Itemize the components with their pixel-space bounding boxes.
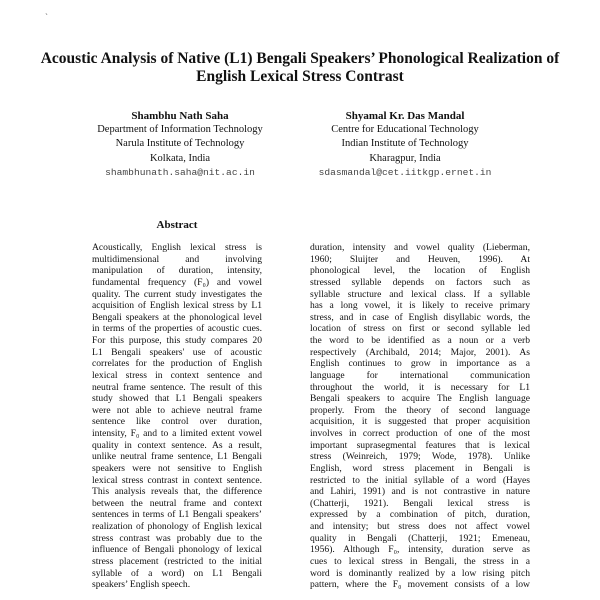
text-line: respectively (Archibald, 2014; Major, 2001). As [310,346,530,358]
text-line: manipulation of duration, intensity, [92,265,262,277]
text-line: stress placement (restricted to the initial [92,555,262,567]
text-line: speakers were not sensitive to English [92,462,262,474]
author-location: Kharagpur, India [369,152,441,164]
text-line: realization of phonology of English lexical [92,521,262,532]
text-line: important suprasegmental features that is lexical [310,439,530,451]
text-line: lexical stress in context sentence and [92,369,262,381]
text-line: and intensity; but stress does not affect vowel [310,521,530,532]
text-line: 1960; Sluijter and Heuven, 1996). At [310,253,530,265]
text-line: duration, intensity and vowel quality (Lieberman, [310,242,530,253]
text-line: lexical stress contrast in context sentence. [92,474,262,486]
text-line: has a long vowel, it is likely to receive primary [310,300,530,312]
text-line: quality in context sentence. As a result, [92,439,262,451]
text-line: This analysis reveals that, the difference [92,486,262,498]
text-line: pattern, where the F₀ movement consists of a low [310,579,530,591]
text-line: acquisition, it is suggested that proper acquisition [310,416,530,428]
author-institute: Indian Institute of Technology [341,138,469,150]
author-block-1 [50,109,310,180]
text-line: For this purpose, this study compares 20 [92,335,262,346]
text-line: stress, and in case of English disyllabic words, the [310,311,530,323]
text-line: influence of Bengali phonology of lexical [92,544,262,556]
author-name: Shambhu Nath Saha [131,110,229,122]
text-line: unlike neutral frame sentence, L1 Bengali [92,451,262,463]
author-department: Centre for Educational Technology [331,124,479,136]
text-line: syllable structure and lexical class. If a syllable [310,288,530,300]
author-institute: Narula Institute of Technology [115,138,245,150]
author-email: sdasmandal@cet.iitkgp.ernet.in [318,166,492,178]
author-department: Department of Information Technology [97,124,263,136]
text-line: properly. From the theory of second language [310,404,530,416]
text-line: stress (Weinreich, 1979; Wode, 1978). Unlike [310,451,530,463]
text-line: language for international communication [310,369,530,381]
author-email: shambhunath.saha@nit.ac.in [105,166,255,178]
author-name: Shyamal Kr. Das Mandal [345,110,465,122]
author-block-2 [275,109,535,180]
stray-mark: ` [45,12,48,22]
abstract-text [92,242,262,591]
text-line: word is dominantly realized by a low rising pitch [310,567,530,579]
body-text [310,242,530,591]
text-line: Bengali speakers at the phonological level [92,311,262,323]
text-line: neutral frame sentence. The result of this [92,381,262,393]
text-line: in terms of the properties of acoustic cues. [92,323,262,335]
text-line: L1 Bengali speakers' use of acoustic [92,346,262,358]
text-line: syllable of a word) on L1 Bengali [92,567,262,579]
text-line: stressed syllable depends on factors such as [310,276,530,288]
text-line: quality. The current study investigates the [92,288,262,300]
text-line: Acoustically, English lexical stress is [92,242,262,253]
text-line: intensity, F₀ and to a limited extent vowel [92,428,262,439]
title-line: Acoustic Analysis of Native (L1) Bengali Speakers’ Phonological Realization of [40,50,560,67]
text-line: the word to be identified as a noun or a verb [310,335,530,346]
text-line: study showed that L1 Bengali speakers [92,393,262,405]
text-line: English, word stress placement in Bengali is [310,462,530,474]
text-line: involves in correct production of one of the most [310,428,530,439]
text-line: fundamental frequency (F₀) and vowel [92,276,262,288]
text-line: location of stress on first or second syllable led [310,323,530,335]
text-line: multidimensional and involving [92,253,262,265]
text-line: stress contrast was probably due to the [92,532,262,544]
abstract-heading: Abstract [156,219,198,231]
text-line: expressed by a combination of pitch, duration, [310,509,530,521]
text-line: correlates for the production of English [92,358,262,370]
text-line: quality in Bengali (Chatterji, 1921; Emeneau, [310,532,530,544]
text-line: throughout the world, it is necessary for L1 [310,381,530,393]
text-line: phonological level, the location of English [310,265,530,277]
text-line: cues to lexical stress in Bengali, the stress in a [310,555,530,567]
text-line: sentence like control over duration, [92,416,262,428]
text-line: Bengali speakers to acquire The English language [310,393,530,405]
title-line: English Lexical Stress Contrast [196,68,404,85]
text-line: acquisition of English lexical stress by L1 [92,300,262,312]
text-line: between the neutral frame and context [92,497,262,509]
paper-title [0,50,600,86]
text-line: sentences in terms of L1 Bengali speakers’ [92,509,262,521]
text-line: 1956). Although F₀, intensity, duration serve as [310,544,530,556]
text-line: speakers’ English speech. [92,579,191,591]
text-line: (Chatterji, 1921). Bengali lexical stress is [310,497,530,509]
text-line: English continues to grow in importance as a [310,358,530,370]
text-line: and Lahiri, 1991) and is not contrastive in nature [310,486,530,498]
author-location: Kolkata, India [149,152,211,164]
text-line: were not able to achieve neutral frame [92,404,262,416]
text-line: restricted to the initial syllable of a word (Hayes [310,474,530,486]
